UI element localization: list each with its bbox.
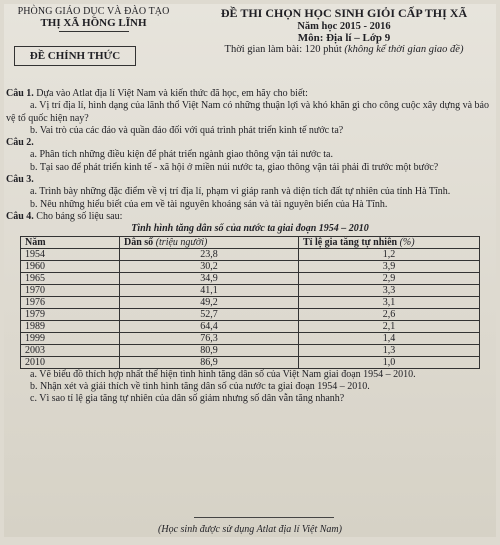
town-name: THỊ XÃ HỒNG LĨNH [40, 17, 147, 29]
growth-rate-cell: 1,3 [299, 344, 480, 356]
footer-divider [194, 517, 334, 518]
table-row [21, 284, 480, 296]
growth-rate-cell: 1,0 [299, 356, 480, 368]
col-rate-unit: (%) [399, 236, 415, 248]
year-cell: 1970 [21, 284, 120, 296]
table-row [21, 248, 480, 260]
question-1-intro: Dựa vào Atlat địa lí Việt Nam và kiến thức đã học, em hãy cho biết: [36, 88, 308, 99]
population-cell: 34,9 [120, 272, 299, 284]
year-cell: 2010 [21, 356, 120, 368]
table-row [21, 308, 480, 320]
subject-line: Môn: Địa lí – Lớp 9 [297, 32, 391, 44]
year-cell: 2003 [21, 344, 120, 356]
growth-rate-cell: 3,9 [299, 260, 480, 272]
population-cell: 52,7 [120, 308, 299, 320]
population-cell: 30,2 [120, 260, 299, 272]
header-left [6, 6, 181, 32]
question-1b: b. Vai trò của các đảo và quần đảo đối với quá trình phát triển kinh tế nước ta? [30, 124, 344, 136]
table-row [21, 332, 480, 344]
year-cell: 1979 [21, 308, 120, 320]
question-4-title: Câu 4. [6, 210, 34, 222]
exam-title: ĐỀ THI CHỌN HỌC SINH GIỎI CẤP THỊ XÃ [220, 6, 468, 20]
population-cell: 80,9 [120, 344, 299, 356]
time-line [194, 44, 494, 55]
year-cell: 1960 [21, 260, 120, 272]
growth-rate-cell: 1,4 [299, 332, 480, 344]
year-cell: 1999 [21, 332, 120, 344]
table-row [21, 344, 480, 356]
question-3-title: Câu 3. [6, 174, 34, 186]
question-4c: c. Vì sao tỉ lệ gia tăng tự nhiên của dân số giảm nhưng số dân vẫn tăng nhanh? [30, 393, 345, 405]
table-row [21, 272, 480, 284]
year-cell: 1976 [21, 296, 120, 308]
question-1 [6, 88, 494, 100]
question-2-title: Câu 2. [6, 137, 34, 149]
growth-rate-cell: 1,2 [299, 248, 480, 260]
population-cell: 49,2 [120, 296, 299, 308]
question-1-title: Câu 1. [6, 88, 34, 99]
growth-rate-cell: 2,9 [299, 272, 480, 284]
table-row [21, 296, 480, 308]
population-table [20, 236, 480, 369]
col-rate-header [299, 236, 480, 248]
col-pop-unit: (triệu người) [155, 236, 208, 248]
time-label: Thời gian làm bài: 120 phút [224, 44, 342, 55]
col-rate-label: Tỉ lệ gia tăng tự nhiên [303, 236, 398, 248]
exam-content [6, 88, 494, 405]
header-right [194, 6, 494, 55]
table-row [21, 320, 480, 332]
question-2a: a. Phân tích những điều kiện để phát triển ngành giao thông vận tải nước ta. [30, 149, 333, 161]
table-body [21, 248, 480, 368]
question-3a: a. Trình bày những đặc điểm về vị trí địa lí, phạm vi giáp ranh và diện tích đất tự nhiên của tỉnh Hà Tĩnh. [30, 186, 451, 198]
question-2b: b. Tại sao để phát triển kinh tế - xã hội ở miền núi nước ta, giao thông vận tải phải đi trước một bước? [30, 161, 439, 173]
growth-rate-cell: 2,6 [299, 308, 480, 320]
table-row [21, 356, 480, 368]
exam-paper [4, 4, 496, 537]
time-note: (không kể thời gian giao đề) [344, 44, 464, 55]
year-cell: 1954 [21, 248, 120, 260]
year-cell: 1965 [21, 272, 120, 284]
table-header-row [21, 236, 480, 248]
col-pop-label: Dân số [124, 236, 154, 248]
population-cell: 86,9 [120, 356, 299, 368]
table-row [21, 260, 480, 272]
question-3b: b. Nêu những hiểu biết của em về tài nguyên khoáng sản và tài nguyên biển của Hà Tĩnh. [30, 198, 388, 210]
underline [59, 31, 129, 32]
official-stamp-box: ĐỀ CHÍNH THỨC [14, 46, 136, 66]
school-year: Năm học 2015 - 2016 [297, 21, 391, 32]
question-4 [6, 211, 494, 223]
growth-rate-cell: 2,1 [299, 320, 480, 332]
population-cell: 64,4 [120, 320, 299, 332]
question-1a: a. Vị trí địa lí, hình dạng của lãnh thổ Việt Nam có những thuận lợi và khó khăn gì cho công cuộc xây dựng và bảo vệ tổ quốc hiện nay? [6, 100, 489, 124]
population-cell: 41,1 [120, 284, 299, 296]
question-4a: a. Vẽ biểu đồ thích hợp nhất thể hiện tình hình tăng dân số của Việt Nam giai đoạn 1954 – 2010. [30, 368, 416, 380]
department-name: PHÒNG GIÁO DỤC VÀ ĐÀO TẠO [17, 6, 170, 17]
growth-rate-cell: 3,3 [299, 284, 480, 296]
growth-rate-cell: 3,1 [299, 296, 480, 308]
question-4b: b. Nhận xét và giải thích về tình hình tăng dân số của nước ta giai đoạn 1954 – 2010. [30, 380, 370, 392]
col-pop-header [120, 236, 299, 248]
population-cell: 76,3 [120, 332, 299, 344]
table-title: Tình hình tăng dân số của nước ta giai đoạn 1954 – 2010 [131, 223, 369, 235]
col-year-header: Năm [21, 236, 120, 248]
population-cell: 23,8 [120, 248, 299, 260]
question-4-intro: Cho bảng số liệu sau: [36, 210, 123, 222]
year-cell: 1989 [21, 320, 120, 332]
footer-note: (Học sinh được sử dụng Atlat địa lí Việt Nam) [158, 524, 342, 535]
